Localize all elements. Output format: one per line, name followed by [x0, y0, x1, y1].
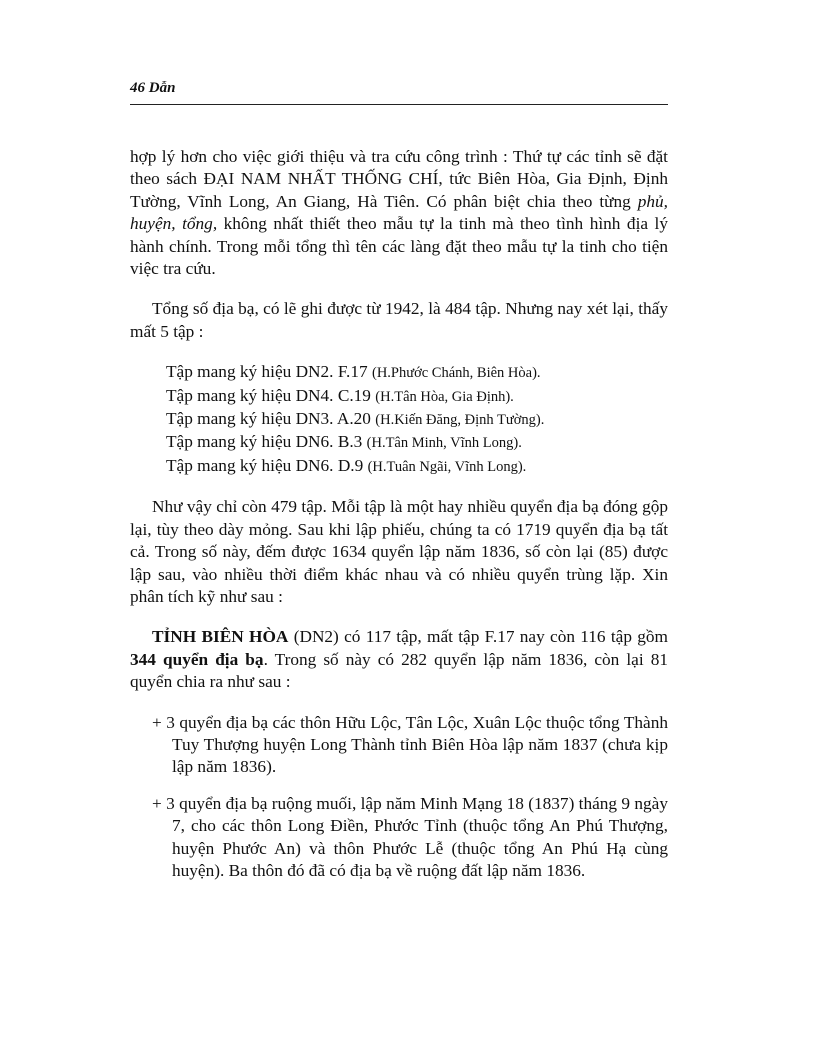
page-number: 46	[130, 80, 145, 96]
missing-volume-list	[166, 361, 668, 478]
paragraph-summary: Như vậy chỉ còn 479 tập. Mỗi tập là một hay nhiều quyển địa bạ đóng gộp lại, tùy theo dày mỏng. Sau khi lập phiếu, chúng ta có 1719 quyển địa bạ tất cả. Trong số này, đếm được 1634 quyển lập năm 1836, số còn lại (85) được lập sau, vào nhiều thời điểm khác nhau và có nhiều quyển trùng lặp. Xin phân tích kỹ như sau :	[130, 497, 668, 606]
header-rule	[130, 104, 668, 105]
bullet-item: + 3 quyển địa bạ ruộng muối, lập năm Minh Mạng 18 (1837) tháng 9 ngày 7, cho các thôn Long Điền, Phước Tỉnh (thuộc tổng An Phú Thượng, huyện Phước An) và thôn Phước Lễ (thuộc tổng An Phú Hạ cùng huyện). Ba thôn đó đã có địa bạ về ruộng đất lập năm 1836.	[152, 793, 668, 880]
list-item: Tập mang ký hiệu DN4. C.19 (H.Tân Hòa, Gia Định).	[166, 385, 514, 405]
paragraph-intro: hợp lý hơn cho việc giới thiệu và tra cứu công trình : Thứ tự các tỉnh sẽ đặt theo sách ĐẠI NAM NHẤT THỐNG CHÍ, tức Biên Hòa, Gia Định, Định Tường, Vĩnh Long, An Giang, Hà Tiên. Có phân biệt chia theo từng phủ, huyện, tổng, không nhất thiết theo mẫu tự la tinh mà theo tình hình địa lý hành chính. Trong mỗi tổng thì tên các làng đặt theo mẫu tự la tinh cho tiện việc tra cứu.	[130, 147, 668, 279]
volume-count: 344 quyển địa bạ	[130, 649, 264, 669]
running-title: Dẫn	[148, 80, 176, 96]
page-header	[130, 80, 668, 97]
paragraph-bien-hoa: TỈNH BIÊN HÒA (DN2) có 117 tập, mất tập F.17 nay còn 116 tập gồm 344 quyển địa bạ. Trong số này có 282 quyển lập năm 1836, còn lại 81 quyển chia ra như sau :	[130, 627, 669, 692]
bullet-item: + 3 quyển địa bạ các thôn Hữu Lộc, Tân Lộc, Xuân Lộc thuộc tổng Thành Tuy Thượng huyện Long Thành tỉnh Biên Hòa lập năm 1837 (chưa kịp lập năm 1836).	[152, 712, 668, 777]
list-item: Tập mang ký hiệu DN2. F.17 (H.Phước Chánh, Biên Hòa).	[166, 362, 541, 382]
province-heading: TỈNH BIÊN HÒA	[152, 627, 289, 647]
list-item: Tập mang ký hiệu DN6. D.9 (H.Tuân Ngãi, Vĩnh Long).	[166, 455, 527, 475]
list-item: Tập mang ký hiệu DN6. B.3 (H.Tân Minh, Vĩnh Long).	[166, 432, 522, 452]
italic-term: phủ, huyện, tổng,	[130, 191, 668, 234]
list-item: Tập mang ký hiệu DN3. A.20 (H.Kiến Đăng, Định Tường).	[166, 409, 545, 429]
paragraph-total: Tổng số địa bạ, có lẽ ghi được từ 1942, là 484 tập. Nhưng nay xét lại, thấy mất 5 tập :	[130, 299, 668, 341]
body-text	[130, 146, 668, 896]
